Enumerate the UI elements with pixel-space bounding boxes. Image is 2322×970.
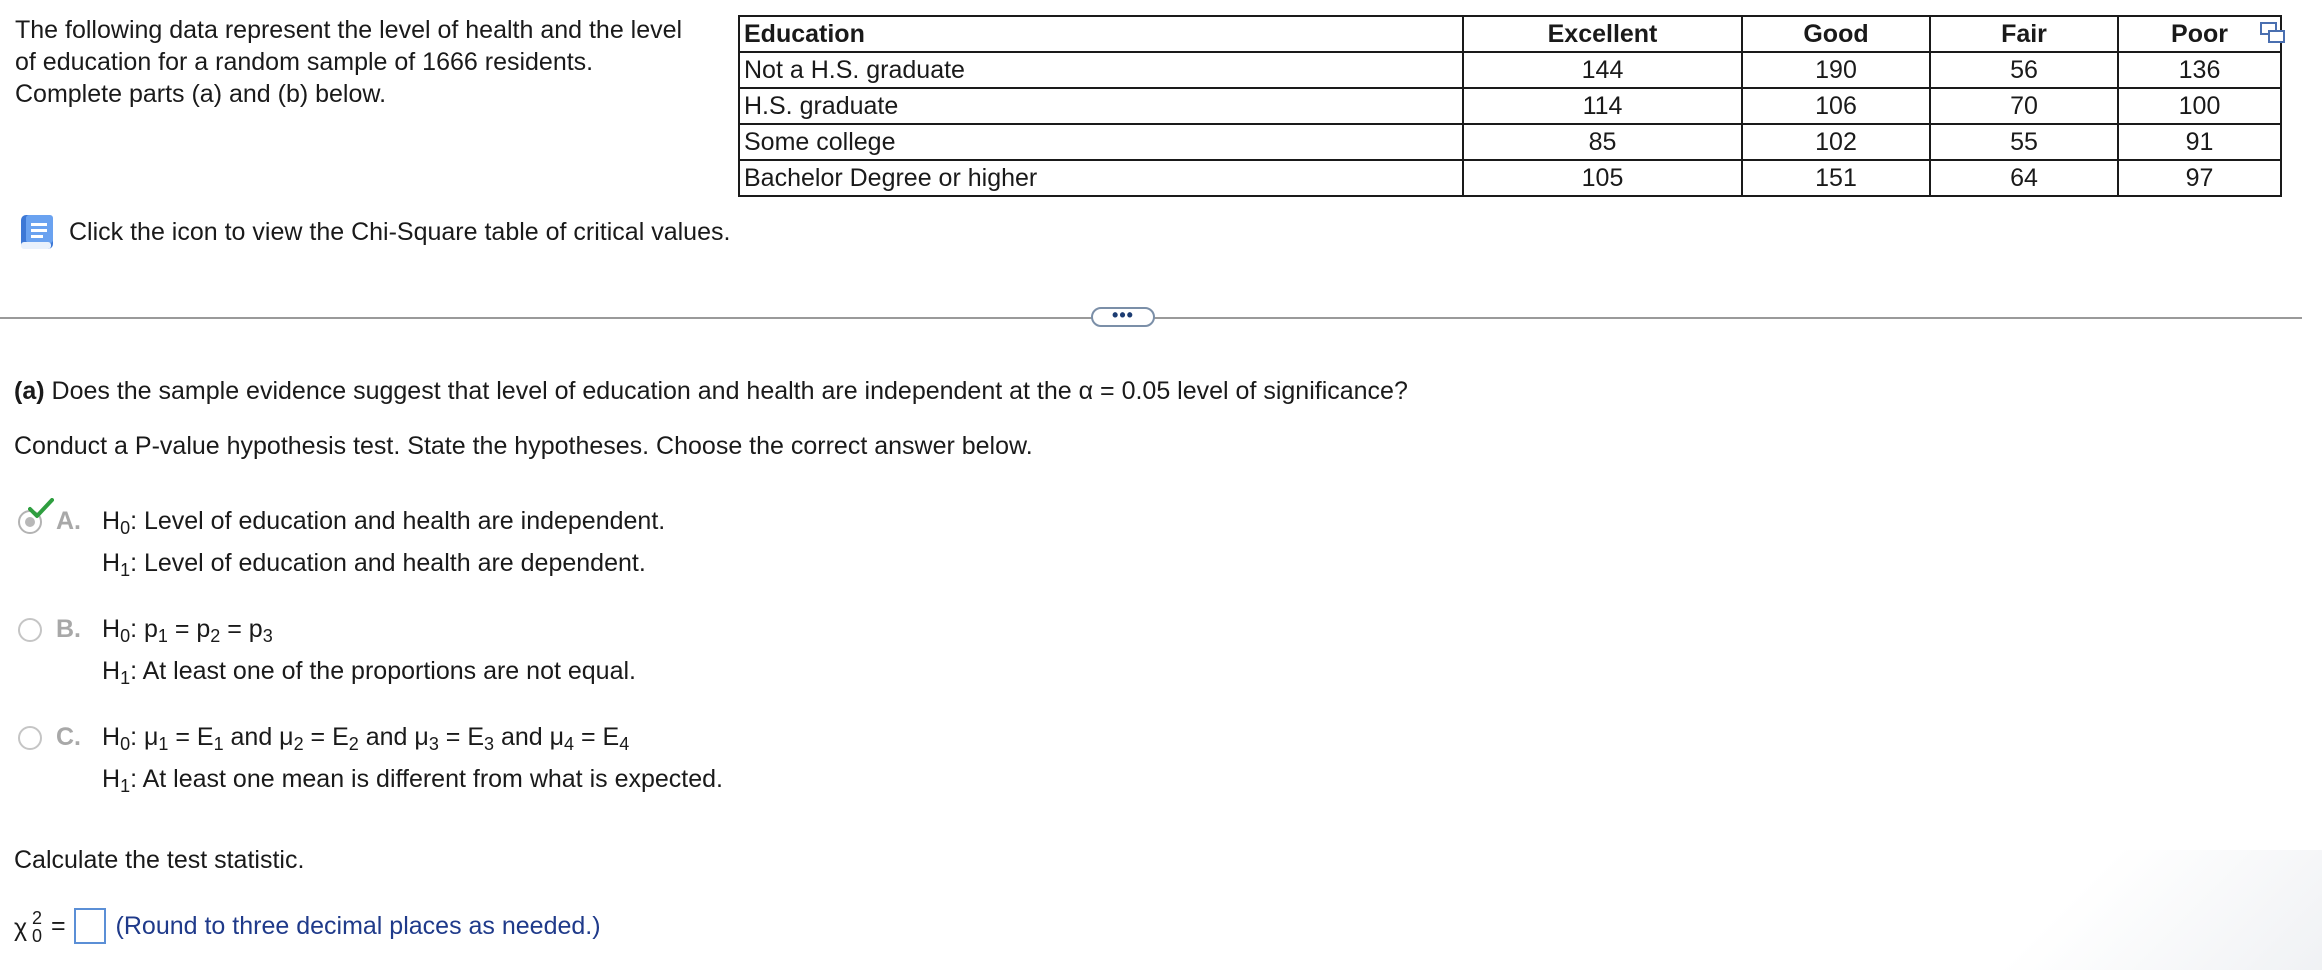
chi-square-symbol: χ 2 0 [14, 908, 43, 946]
option-b-content [102, 608, 636, 692]
table-row [739, 160, 2281, 196]
option-a-h1-text: : Level of education and health are dependent. [130, 549, 646, 577]
option-a-letter: A. [56, 507, 81, 535]
test-statistic-input[interactable] [74, 908, 106, 944]
part-a-question [14, 375, 1408, 407]
option-b-h1-text: : At least one of the proportions are not equal. [130, 657, 636, 685]
test-statistic-row [14, 906, 601, 946]
table-row [739, 52, 2281, 88]
intro-line: Complete parts (a) and (b) below. [15, 80, 387, 108]
column-header-poor: Poor [2118, 16, 2281, 52]
table-cell: 56 [1930, 52, 2118, 88]
book-icon[interactable] [17, 212, 57, 252]
table-cell: 151 [1742, 160, 1930, 196]
table-row [739, 88, 2281, 124]
education-health-table [738, 15, 2282, 197]
option-b-radio[interactable] [18, 618, 42, 642]
part-a-label: (a) [14, 377, 45, 405]
option-c-h1-text: : At least one mean is different from what is expected. [130, 765, 723, 793]
table-cell: 144 [1463, 52, 1742, 88]
column-header-education: Education [739, 16, 1463, 52]
part-a-question-text: Does the sample evidence suggest that level of education and health are independent at the α = 0.05 level of significance? [51, 377, 1408, 405]
chi-square-link-text: Click the icon to view the Chi-Square table of critical values. [69, 217, 731, 246]
table-cell: 102 [1742, 124, 1930, 160]
table-cell-education: Not a H.S. graduate [739, 52, 1463, 88]
chi-square-table-link[interactable] [17, 212, 730, 252]
table-cell: 100 [2118, 88, 2281, 124]
corner-shade [1902, 850, 2322, 970]
copy-table-icon[interactable] [2260, 22, 2286, 44]
table-cell: 114 [1463, 88, 1742, 124]
table-row [739, 124, 2281, 160]
table-cell: 190 [1742, 52, 1930, 88]
option-c-content [102, 716, 723, 800]
option-a-content [102, 500, 665, 584]
intro-line: The following data represent the level of health and the level [15, 16, 683, 44]
option-c-h0-text: : μ [130, 723, 159, 751]
option-c-h0: $H_0$: $\mu_1 = E_1$ and $\mu_2 = E_2$ and $\mu_3 = E_3$ and $\mu_4 = E_4$ [102, 723, 630, 754]
equals-sign: = [44, 911, 66, 940]
table-cell: 85 [1463, 124, 1742, 160]
table-cell: 91 [2118, 124, 2281, 160]
table-cell: 97 [2118, 160, 2281, 196]
column-header-fair: Fair [1930, 16, 2118, 52]
intro-line: of education for a random sample of 1666 residents. [15, 48, 594, 76]
option-c-h1: $H_1$: At least one mean is different from what is expected. [102, 765, 723, 796]
option-a-h0: $H_0$: Level of education and health are independent. [102, 507, 666, 538]
table-cell-education: Some college [739, 124, 1463, 160]
table-cell: 106 [1742, 88, 1930, 124]
option-b-h0: $H_0$: $p_1 = p_2 = p_3$ [102, 615, 273, 646]
part-a-instruction: Conduct a P-value hypothesis test. State the hypotheses. Choose the correct answer below. [14, 432, 1033, 460]
option-b-letter: B. [56, 615, 81, 643]
table-cell: 136 [2118, 52, 2281, 88]
option-b-h1: $H_1$: At least one of the proportions are not equal. [102, 657, 636, 688]
table-cell-education: Bachelor Degree or higher [739, 160, 1463, 196]
table-header-row [739, 16, 2281, 52]
table-cell-education: H.S. graduate [739, 88, 1463, 124]
option-c-letter: C. [56, 723, 81, 751]
problem-intro [15, 14, 720, 110]
table-cell: 55 [1930, 124, 2118, 160]
checkmark-icon [28, 498, 54, 520]
column-header-excellent: Excellent [1463, 16, 1742, 52]
option-c-radio[interactable] [18, 726, 42, 750]
table-cell: 64 [1930, 160, 2118, 196]
table-cell: 105 [1463, 160, 1742, 196]
calculate-statistic-label: Calculate the test statistic. [14, 846, 305, 874]
option-a-h0-text: : Level of education and health are independent. [130, 507, 666, 535]
column-header-good: Good [1742, 16, 1930, 52]
table-cell: 70 [1930, 88, 2118, 124]
rounding-hint: (Round to three decimal places as needed.) [115, 911, 601, 940]
expand-more-button[interactable]: ••• [1091, 307, 1155, 327]
option-a-h1: $H_1$: Level of education and health are dependent. [102, 549, 646, 580]
option-b-h0-text: : p [130, 615, 158, 643]
